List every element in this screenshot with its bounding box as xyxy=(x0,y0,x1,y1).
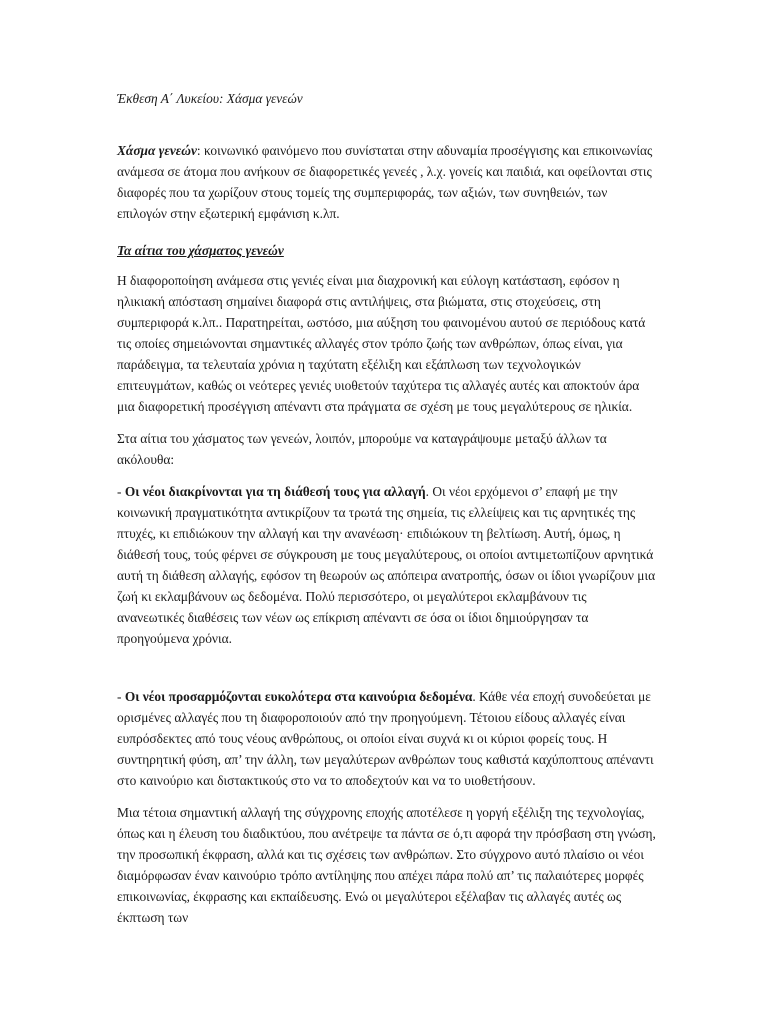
point-1-dash: - xyxy=(117,484,125,499)
definition-term: Χάσμα γενεών xyxy=(117,143,197,158)
point-2-heading: Οι νέοι προσαρμόζονται ευκολότερα στα καινούρια δεδομένα xyxy=(124,689,473,704)
paragraph-1: Η διαφοροποίηση ανάμεσα στις γενιές είναι μια διαχρονική και εύλογη κατάσταση, εφόσον η ηλικιακή απόσταση σημαίνει διαφορά στις αντιλήψεις, στα βιώματα, στις στοχεύσεις, στη συμπεριφορά κ.λπ.. Παρατηρείται, ωστόσο, μια αύξηση του φαινομένου αυτού σε περιόδους κατά τις οποίες σημειώνονται σημαντικές αλλαγές στον τρόπο ζωής των ανθρώπων, όπως είναι, για παράδειγμα, τα τελευταία χρόνια η ταχύτατη εξέλιξη και εξάπλωση των τεχνολογικών επιτευγμάτων, καθώς οι νεότερες γενιές υιοθετούν ταχύτερα τις αλλαγές αυτές και αποκτούν άρα μια διαφορετική προσέγγιση απέναντι στα πράγματα σε σχέση με τους μεγαλύτερους σε ηλικία. xyxy=(117,273,646,414)
document-title: Έκθεση Α΄ Λυκείου: Χάσμα γενεών xyxy=(117,91,303,106)
paragraph-3: Μια τέτοια σημαντική αλλαγή της σύγχρονης εποχής αποτέλεσε η γοργή εξέλιξη της τεχνολογίας, όπως και η έλευση του διαδικτύου, που ανέτρεψε τα πάντα σε ό,τι αφορά την πρόσβαση στη γνώση, την προσωπική έκφραση, αλλά και τις σχέσεις των ανθρώπων. Στο σύγχρονο αυτό πλαίσιο οι νέοι διαμόρφωσαν έναν καινούριο τρόπο αντίληψης που απέχει πάρα πολύ απ’ τις παλαιότερες μορφές επικοινωνίας, έκφρασης και εκπαίδευσης. Ενώ οι μεγαλύτεροι εξέλαβαν τις αλλαγές αυτές ως έκπτωση των xyxy=(117,805,656,925)
spacer xyxy=(117,660,657,686)
point-1-heading: Οι νέοι διακρίνονται για τη διάθεσή τους για αλλαγή xyxy=(124,484,426,499)
definition-text: : κοινωνικό φαινόμενο που συνίσταται στην αδυναμία προσέγγισης και επικοινωνίας ανάμεσα σε άτομα που ανήκουν σε διαφορετικές γενεές , λ.χ. γονείς και παιδιά, και οφείλονται στις διαφορές που τα χωρίζουν στους τομείς της συμπεριφοράς, των αξιών, των συνηθειών, των επιλογών στην εξωτερική εμφάνιση κ.λπ. xyxy=(117,143,653,221)
point-2 xyxy=(117,686,657,791)
point-1-text: . Οι νέοι ερχόμενοι σ’ επαφή με την κοινωνική πραγματικότητα αντικρίζουν τα τρωτά της σημεία, τις ελλείψεις και τις αρνητικές της πτυχές, κι επιδιώκουν την αλλαγή και την ανανέωση· επιδιώκουν τη βελτίωση. Αυτή, όμως, η διάθεσή τους, τούς φέρνει σε σύγκρουση με τους μεγαλύτερους, οι οποίοι αντιμετωπίζουν αρνητικά αυτή τη διάθεση αλλαγής, εφόσον τη θεωρούν ως απόπειρα ανατροπής, όσων οι ίδιοι γνωρίζουν μια ζωή κι εκλαμβάνουν ως δεδομένα. Πολύ περισσότερο, οι μεγαλύτεροι εκλαμβάνουν τις ανανεωτικές διαθέσεις των νέων ως επίκριση απέναντι σε όσα οι ίδιοι δημιούργησαν τα προηγούμενα χρόνια. xyxy=(117,484,656,646)
paragraph-2: Στα αίτια του χάσματος των γενεών, λοιπόν, μπορούμε να καταγράψουμε μεταξύ άλλων τα ακόλουθα: xyxy=(117,431,607,467)
point-1 xyxy=(117,481,657,649)
definition-paragraph xyxy=(117,140,657,224)
point-2-text: . Κάθε νέα εποχή συνοδεύεται με ορισμένες αλλαγές που τη διαφοροποιούν από την προηγούμενη. Τέτοιου είδους αλλαγές είναι ευπρόσδεκτες από τους νέους ανθρώπους, οι οποίοι είναι συχνά κι οι κύριοι φορείς τους. Η συντηρητική φύση, απ’ την άλλη, των μεγαλύτερων ανθρώπων τους καθιστά καχύποπτους απέναντι στο καινούριο και διστακτικούς στο να το αποδεχτούν και να το υιοθετήσουν. xyxy=(117,689,654,788)
section-heading: Τα αίτια του χάσματος γενεών xyxy=(117,243,284,258)
point-2-dash: - xyxy=(117,689,125,704)
document-body xyxy=(117,88,657,939)
